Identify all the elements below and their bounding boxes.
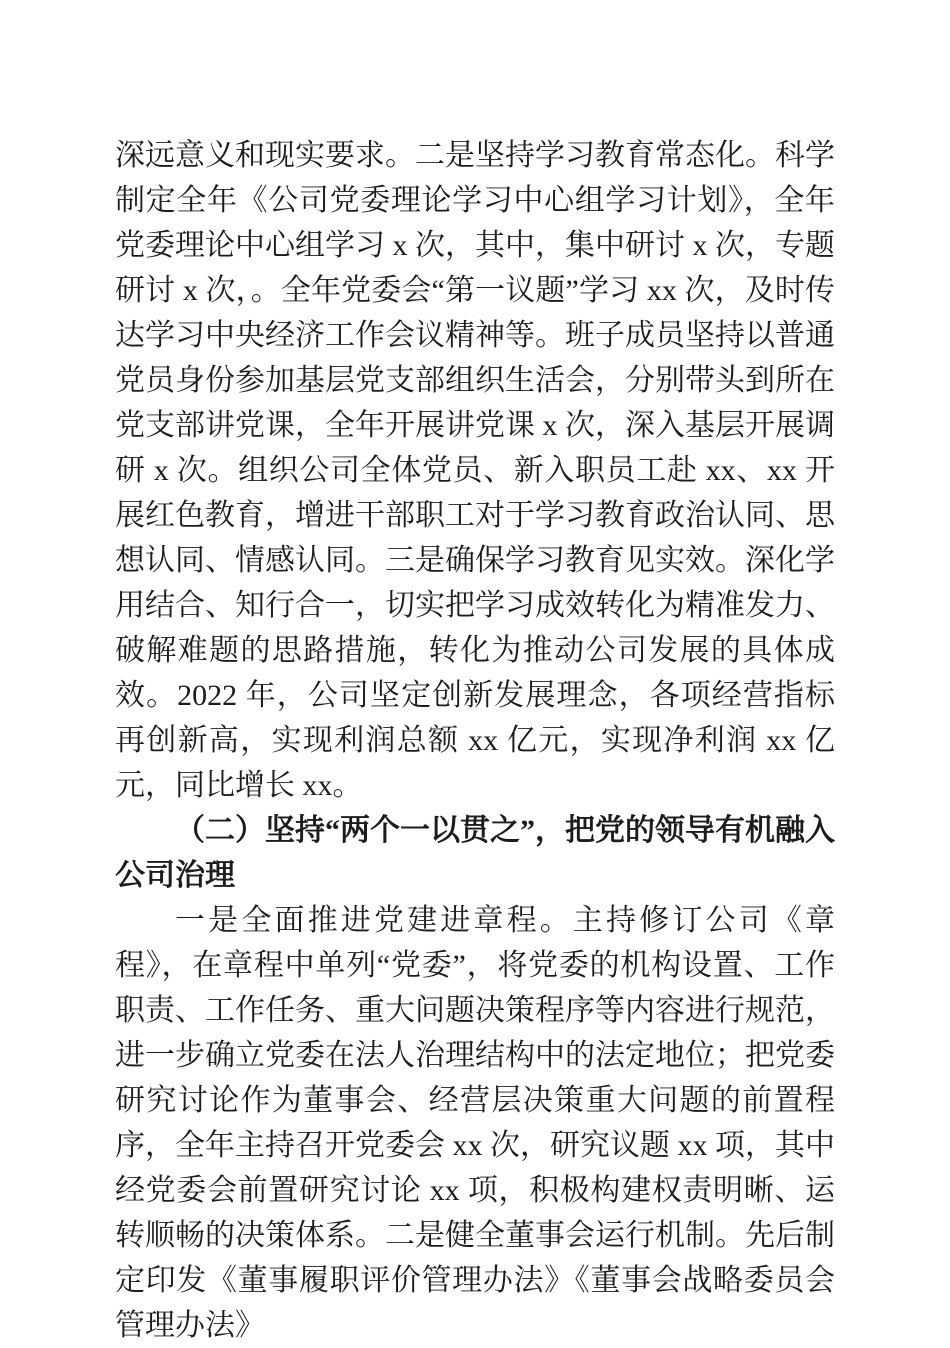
paragraph-party-leadership-governance: 一是全面推进党建进章程。主持修订公司《章程》，在章程中单列“党委”，将党委的机构设置、工作职责、工作任务、重大问题决策程序等内容进行规范，进一步确立党委在法人治理结构中的法定地位；把党委研究讨论作为董事会、经营层决策重大问题的前置程序，全年主持召开党委会 xx 次，研究议题 xx 项，其中经党委会前置研究讨论 xx 项，积极构建权责明晰、运转顺畅的决策体系。二是健全董事会运行机制。先后制定印发《董事履职评价管理办法》《董事会战略委员会管理办法》 — [115, 904, 835, 1342]
paragraph-learning-education: 深远意义和现实要求。二是坚持学习教育常态化。科学制定全年《公司党委理论学习中心组学习计划》，全年党委理论中心组学习 x 次，其中，集中研讨 x 次，专题研讨 x 次，。全年党委会“第一议题”学习 xx 次，及时传达学习中央经济工作会议精神等。班子成员坚持以普通党员身份参加基层党支部组织生活会，分别带头到所在党支部讲党课，全年开展讲党课 x 次，深入基层开展调研 x 次。组织公司全体党员、新入职员工赴 xx、xx 开展红色教育，增进干部职工对于学习教育政治认同、思想认同、情感认同。三是确保学习教育见实效。深化学用结合、知行合一，切实把学习成效转化为精准发力、破解难题的思路措施，转化为推动公司发展的具体成效。2022 年，公司坚定创新发展理念，各项经营指标再创新高，实现利润总额 xx 亿元，实现净利润 xx 亿元，同比增长 xx。 — [115, 139, 835, 802]
section-heading-two: （二）坚持“两个一以贯之”，把党的领导有机融入公司治理 — [115, 814, 835, 892]
